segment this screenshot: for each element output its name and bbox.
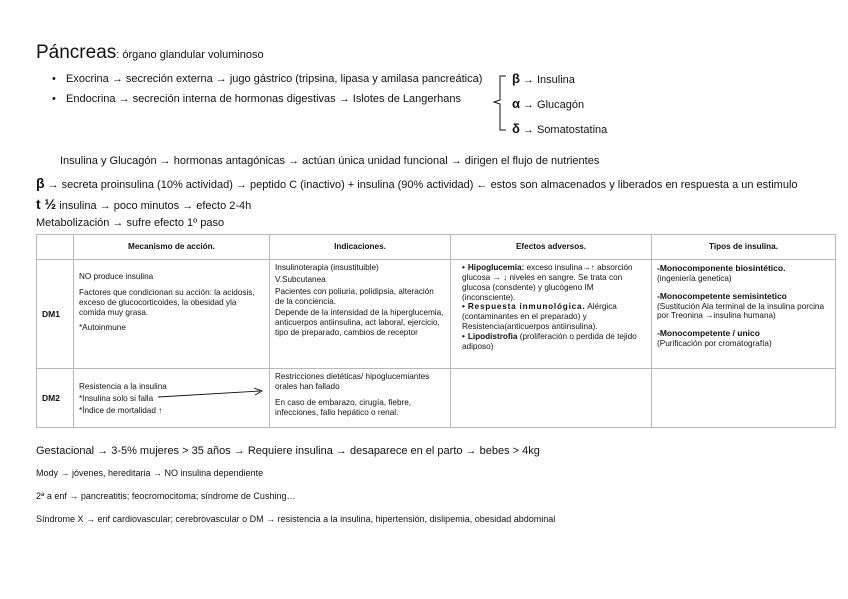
dm2-indications: [270, 369, 451, 428]
type-title: -Monocompetente / unico: [657, 328, 760, 339]
text-line: Pacientes con poliuria, polidipsia, alteración de la conciencia.: [275, 286, 434, 306]
effect-text: exceso insulina→↑ absorción glucosa → ↓ niveles en sangre. Se trata con glucosa (consdente) y glucógeno IM (inconsciente).: [462, 263, 633, 302]
metabolization-line: Metabolización → sufre efecto 1º paso: [36, 217, 225, 229]
table-header-row: [37, 235, 836, 260]
half-life-line: [36, 196, 251, 212]
bullet-text: Exocrina → secreción externa → jugo gástrico (tripsina, lipasa y amilasa pancreática): [66, 73, 483, 85]
type-text: (Sustitución Ala terminal de la insulina porcina por Treonina →insulina humana): [657, 301, 825, 321]
effect-title: Respuesta inmunológica.: [467, 302, 586, 312]
type-item: [657, 263, 830, 284]
header-efectos: Efectos adversos.: [451, 235, 652, 260]
antagonists-line: Insulina y Glucagón → hormonas antagónicas → actúan única unidad funcional → dirigen el flujo de nutrientes: [60, 155, 600, 167]
effects-list: [456, 263, 646, 352]
text-line: V.Subcutanea: [275, 274, 326, 284]
hormone-symbol: α: [512, 96, 520, 111]
diabetes-table: [36, 234, 836, 428]
text-line: *Autoinmune: [79, 323, 126, 333]
hormone-symbol: β: [512, 71, 520, 86]
hormone-symbol: δ: [512, 121, 520, 136]
hormone-text: → Insulina: [522, 74, 575, 86]
type-item: [657, 328, 830, 349]
effect-title: Hipoglucemia:: [467, 263, 525, 272]
bullet-text: Endocrina → secreción interna de hormonas digestivas → Islotes de Langerhans: [66, 93, 462, 105]
dm1-effects: [451, 260, 652, 369]
effect-item: [462, 263, 646, 302]
hormone-text: → Glucagón: [523, 99, 585, 111]
title-main: Páncreas: [36, 42, 117, 63]
hormone-beta: [512, 71, 575, 86]
text-line: Depende de la intensidad de la hiperglucemia, anticuerpos antiinsulina, act laboral, ejercicio, tipo de preparado, cambios de receptor: [275, 308, 444, 338]
text-line: Resistencia a la insulina: [79, 382, 167, 391]
bullet-exocrina: [52, 73, 482, 85]
brace-icon: [492, 74, 514, 134]
half-life-symbol: t ½: [36, 196, 57, 212]
bullet-dot: •: [52, 93, 56, 105]
beta-text: → secreta proinsulina (10% actividad) → peptido C (inactivo) + insulina (90% actividad) ← estos son almacenados y liberados en respuesta a un estimulo: [47, 179, 798, 191]
effect-item: [462, 302, 646, 332]
gestacional-line: Gestacional → 3-5% mujeres > 35 años → Requiere insulina → desaparece en el parto → bebes > 4kg: [36, 445, 540, 457]
header-indicaciones: Indicaciones.: [270, 235, 451, 260]
syndrome-x-line: Síndrome X → enf cardiovascular; cerebrovascular o DM → resistencia a la insulina, hipertensión, dislipemia, obesidad abdominal: [36, 514, 556, 524]
hormone-delta: [512, 121, 607, 136]
effect-item: [462, 332, 646, 352]
bullet-dot: •: [52, 73, 56, 85]
mody-line: Mody → jóvenes, hereditaria → NO insulina dependiente: [36, 468, 264, 478]
hormone-text: → Somatostatina: [522, 124, 608, 136]
text-line: *Insulina solo si falla: [79, 393, 154, 403]
header-mecanismo: Mecanismo de acción.: [74, 235, 270, 260]
title-subtitle: : órgano glandular voluminoso: [116, 49, 264, 61]
table-corner: [37, 235, 74, 260]
text-line: Insulinoterapia (insustituible): [275, 263, 379, 272]
dm2-effects: [451, 369, 652, 428]
beta-line: [36, 175, 798, 191]
dm1-mechanism: [74, 260, 270, 369]
text-line: NO produce insulina: [79, 272, 154, 281]
bullet-endocrina: [52, 93, 461, 105]
type-text: (Purificación por cromatografía): [657, 339, 772, 349]
table-row-dm2: [37, 369, 836, 428]
text-line: En caso de embarazo, cirugía, fiebre, infecciones, fallo hepático o renal.: [275, 397, 412, 417]
dm2-mechanism: [74, 369, 270, 428]
type-title: -Monocomponente biosintético.: [657, 263, 786, 273]
secondary-line: 2ª a enf → pancreatitis; feocromocitoma; síndrome de Cushing…: [36, 491, 296, 501]
page-title: [36, 42, 264, 64]
table-row-dm1: [37, 260, 836, 369]
dm2-types: [652, 369, 836, 428]
effect-text: (proliferación o perdida de tejido adiposo): [462, 331, 637, 351]
text-line: *Índice de mortalidad ↑: [79, 405, 163, 415]
type-item: [657, 291, 830, 322]
half-life-text: insulina → poco minutos → efecto 2-4h: [59, 200, 252, 212]
dm1-indications: [270, 260, 451, 369]
text-line: Factores que condicionan su acción: la acidosis, exceso de glucocorticoides, la obesidad yla comida muy grasa.: [79, 287, 255, 317]
row-label: DM2: [37, 369, 74, 428]
effect-text: Alérgica (contaminantes en el preparado) y Resistencia(anticuerpos antiinsulina).: [462, 302, 617, 332]
type-title: -Monocompetente semisintetico: [657, 290, 787, 301]
beta-symbol: β: [36, 175, 45, 191]
dm1-types: [652, 260, 836, 369]
arrow-icon: [156, 387, 266, 401]
row-label: DM1: [37, 260, 74, 369]
effect-title: Lipodistrofia: [467, 331, 518, 341]
header-tipos: Tipos de insulina.: [652, 235, 836, 260]
hormone-alpha: [512, 96, 584, 111]
text-line: Restricciones dietéticas/ hipoglucemiantes orales han fallado: [275, 372, 430, 391]
type-text: (ingeniería genetica): [657, 273, 732, 283]
